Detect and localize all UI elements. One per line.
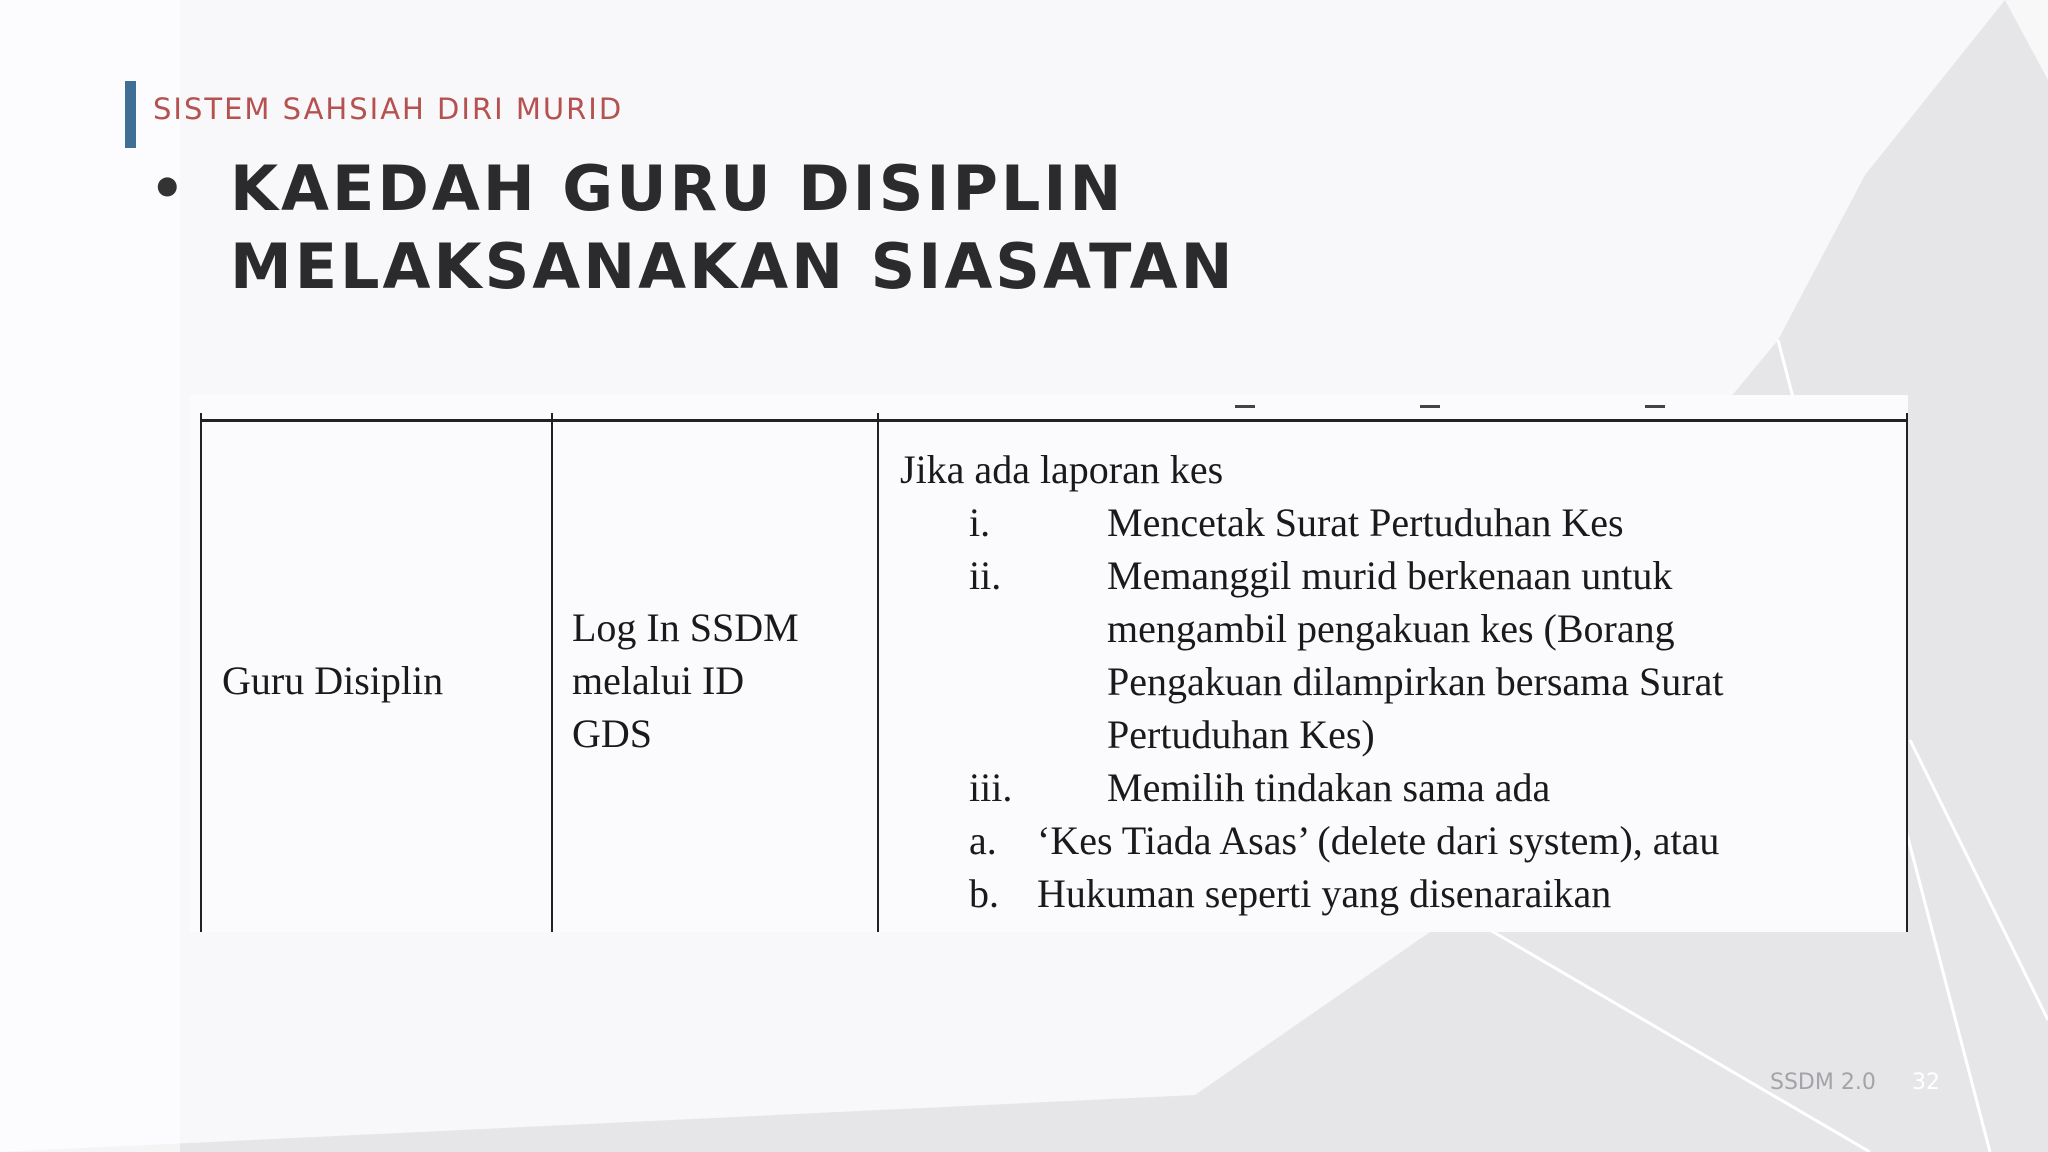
title-block <box>150 150 1235 306</box>
step-2-line-2: mengambil pengakuan kes (Borang <box>1107 606 1675 651</box>
table-divider-2 <box>877 413 879 932</box>
table-divider-1 <box>551 413 553 932</box>
option-a-text: ‘Kes Tiada Asas’ (delete dari system), atau <box>1037 818 1720 863</box>
option-b-text: Hukuman seperti yang disenaraikan <box>1037 871 1612 916</box>
option-marker-b: b. <box>969 871 999 916</box>
page-title-line-1: KAEDAH GURU DISIPLIN <box>230 152 1125 225</box>
section-label: SISTEM SAHSIAH DIRI MURID <box>153 92 624 126</box>
method-cell-line-3: GDS <box>572 711 653 756</box>
step-2-line-1: Memanggil murid berkenaan untuk <box>1107 553 1673 598</box>
option-marker-a: a. <box>969 818 997 863</box>
step-marker-2: ii. <box>969 553 1002 598</box>
table-top-fragment <box>1420 405 1440 408</box>
step-2-line-4: Pertuduhan Kes) <box>1107 712 1375 757</box>
table-border-left <box>200 413 202 932</box>
table-top-border <box>200 419 1908 422</box>
step-marker-3: iii. <box>969 765 1013 810</box>
procedure-intro: Jika ada laporan kes <box>900 447 1224 492</box>
table-top-fragment <box>1645 405 1665 408</box>
page-number: 32 <box>1912 1070 1940 1095</box>
table-border-right <box>1906 413 1908 932</box>
accent-bar <box>125 81 136 148</box>
procedure-table <box>190 395 1908 932</box>
step-3-line-1: Memilih tindakan sama ada <box>1107 765 1551 810</box>
method-cell-line-2: melalui ID <box>572 658 745 703</box>
footer-brand: SSDM 2.0 <box>1770 1070 1876 1095</box>
step-1-line-1: Mencetak Surat Pertuduhan Kes <box>1107 500 1624 545</box>
role-cell: Guru Disiplin <box>222 658 444 703</box>
page-title <box>230 150 1235 306</box>
page-title-line-2: MELAKSANAKAN SIASATAN <box>230 230 1236 303</box>
title-bullet: • <box>150 157 185 220</box>
step-2-line-3: Pengakuan dilampirkan bersama Surat <box>1107 659 1724 704</box>
method-cell-line-1: Log In SSDM <box>572 605 799 650</box>
table-top-fragment <box>1235 405 1255 408</box>
step-marker-1: i. <box>969 500 991 545</box>
